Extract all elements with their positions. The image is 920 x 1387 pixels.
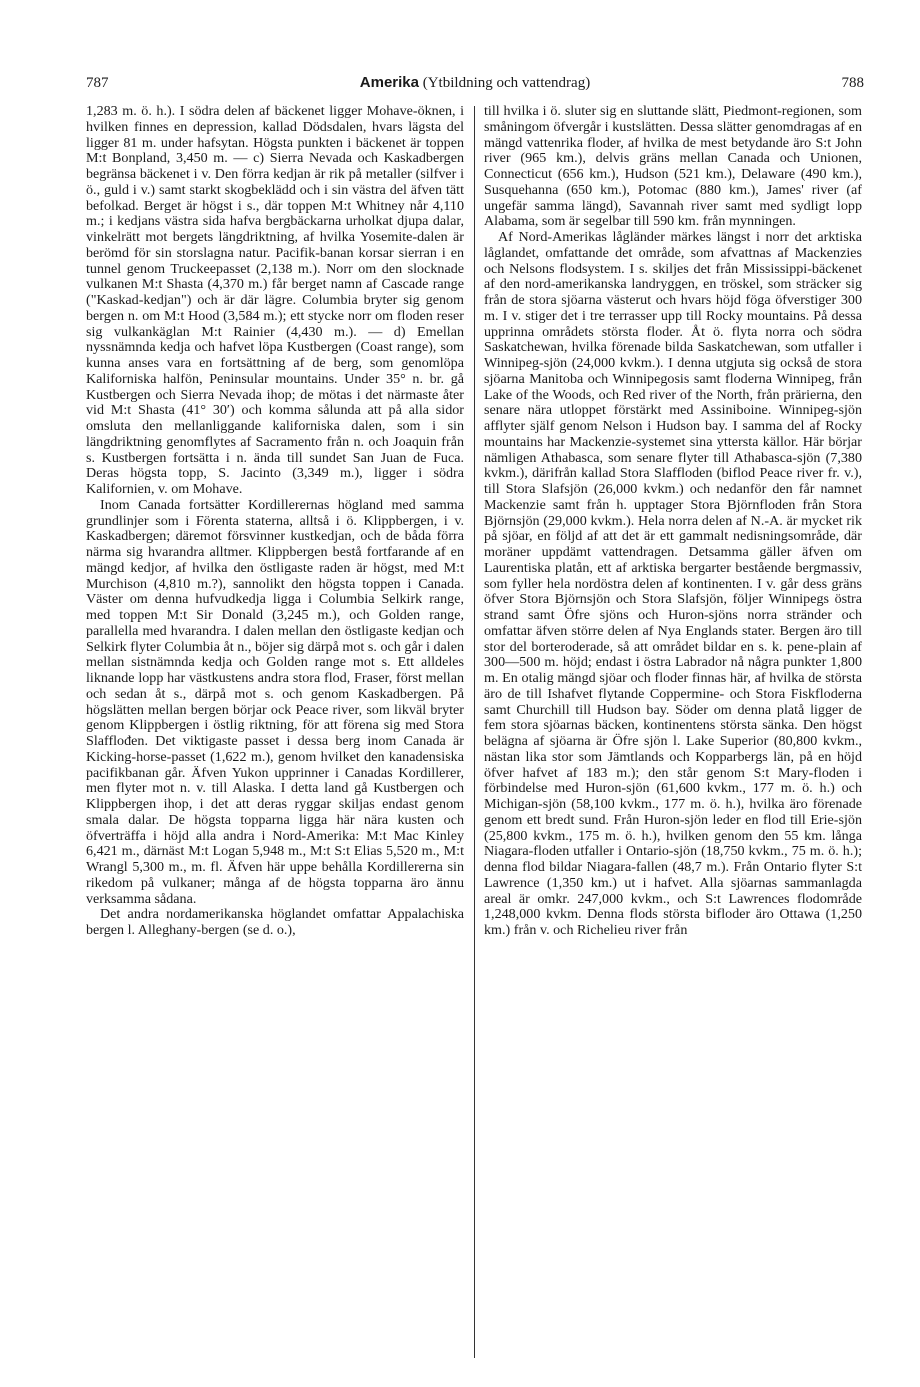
paragraph: Inom Canada fortsätter Kordillerernas högland med samma grundlinjer som i Förenta staterna, alltså i ö. Klippbergen, i v. Kaskadbergen; däremot försvinner kustkedjan, och de båda förra närma sig hvarandra alltmer. Klippbergen bestå fortfarande af en mängd kedjor, af hvilka den östligaste raden är högst, med M:t Murchison (4,810 m.?), sannolikt den högsta toppen i Canada. Väster om denna hufvudkedja ligga i Columbia Selkirk range, med toppen M:t Sir Donald (3,245 m.), och Golden range, parallella med hvarandra. I dalen mellan den östligaste kedjan och Selkirk flyter Columbia åt n., böjer sig därpå mot s. och går i dalen mellan sistnämnda kedja och Golden range mot s. Ett alldeles liknande lopp har västkustens andra stora flod, Fraser, först mellan och sedan åt s., därpå mot s. och genom Kaskadbergen. På högslätten mellan bergen börjar ock Peace river, som likväl bryter genom Klippbergen i östlig riktning, för att förena sig med Stora Slafflođen. Det viktigaste passet i dessa berg inom Canada är Kicking-horse-passet (1,622 m.), genom hvilket den kanadensiska pacifikbanan går. Äfven Yukon upprinner i Canadas Kordillerer, men flyter mot n. v. till Alaska. I detta land gå Kustbergen och Klippbergen ihop, i det att deras ryggar skiljas endast genom smala dalar. De högsta topparna ligga här nära kusten och öfverträffa i höjd alla andra i Nord-Amerika: M:t Mac Kinley 6,421 m., därnäst M:t Logan 5,948 m., M:t S:t Elias 5,520 m., M:t Wrangl 5,300 m., m. fl. Äfven här uppe behålla Kordillererna sin rikedom på vulkaner; många af de högsta topparna äro ännu verksamma sådana. (86, 496, 464, 907)
encyclopedia-page (86, 73, 864, 1363)
column-divider (474, 106, 475, 1358)
running-title (86, 73, 864, 93)
page-header (86, 73, 864, 97)
left-column (86, 104, 464, 939)
right-column (484, 104, 862, 939)
page-number-left: 787 (86, 75, 109, 91)
paragraph: Det andra nordamerikanska höglandet omfattar Appalachiska bergen l. Alleghany-bergen (se d. o.), (86, 906, 464, 938)
paragraph: 1,283 m. ö. h.). I södra delen af bäckenet ligger Mohave-öknen, i hvilken finnes en depression, kallad Dödsdalen, hvars lägsta del ligger 81 m. under hafsytan. Högsta punkten i bäckenet är toppen M:t Bonpland, 3,450 m. — c) Sierra Nevada och Kaskadbergen begränsa bäckenet i v. Den förra kedjan är rik på metaller (silfver i ö., guld i v.) samt starkt skogbeklädd och i sin västra del äfven tätt befolkad. Berget är högst i s., där toppen M:t Whitney når 4,110 m.; i kedjans västra sida hafva bergbäckarna urholkat djupa dalar, vinkelrätt mot bergets längdriktning, af hvilka Yosemite-dalen är berömd för sin storslagna natur. Pacifik-banan korsar sierran i en tunnel genom Truckeepasset (2,138 m.). Norr om den slocknade vulkanen M:t Shasta (4,370 m.) får berget namn af Cascade range ("Kaskad-kedjan") och är där lägre. Columbia bryter sig genom bergen n. om M:t Hood (3,584 m.); ett stycke norr om floden reser sig vulkankäglan M:t Rainier (4,430 m.). — d) Emellan nyssnämnda kedja och hafvet löpa Kustbergen (Coast range), som kunna anses vara en fortsättning af de berg, som genomlöpa Kaliforniska halfön, Peninsular mountains. Under 35° n. br. gå Kustbergen och Sierra Nevada ihop; de mötas i det närmaste åter vid M:t Shasta (41° 30′) och komma sålunda att på alla sidor omsluta den mellanliggande kaliforniska dalen, som i sin längdriktning genomflytes af Sacramento från n. och Joaquin från s. Kustbergen fortsätta i n. ända till sundet San Juan de Fuca. Deras högsta topp, S. Jacinto (3,349 m.), ligger i södra Kalifornien, v. om Mohave. (86, 103, 464, 497)
running-title-keyword: Amerika (359, 74, 419, 91)
paragraph: Af Nord-Amerikas lågländer märkes längst i norr det arktiska låglandet, omfattande det område, som afvattnas af Mackenzies och Nelsons flodsystem. I s. skiljes det från Mississippi-bäckenet af den nord-amerikanska landryggen, en tröskel, som sträcker sig från de stora sjöarna västerut och hvars höjd föga öfverstiger 300 m. I v. stiger det i tre terrasser upp till Rocky mountains. På dessa upprinna områdets största floder. Åt ö. flyta norra och södra Saskatchewan, hvilka förenade bilda Saskatchewan, som utfaller i Winnipeg-sjön (24,000 kvkm.). I denna utgjuta sig också de stora sjöarna Manitoba och Winnipegosis samt floderna Winnipeg, från Lake of the Woods, och Red river of the North, från prärierna, den senare nära utloppet förstärkt med Assiniboine. Winnipeg-sjön afflyter själf genom Nelson i Hudson bay. I samma del af Rocky mountains har Mackenzie-systemet sina yttersta källor. Här börjar nämligen Athabasca, som senare flyter till Athabasca-sjön (7,380 kvkm.), därifrån kallad Stora Slaffloden (biflod Peace river fr. v.), till Stora Slafsjön (26,000 kvkm.) och nedanför den får namnet Mackenzie samt från h. upptager Stora Björnfloden från Stora Björnsjön (29,000 kvkm.). Hela norra delen af N.-A. är mycket rik på sjöar, en följd af att det är ett gammalt nedisningsområde, där moräner uppdämt vattendragen. Detsamma gäller äfven om Laurentiska platån, ett af arktiska bergarter bestående bergmassiv, som fyller hela nordöstra delen af kontinenten. I v. går dess gräns öfver Stora Björnsjön och Stora Slafsjön, följer Winnipegs östra strand samt Öfre sjöns och Huron-sjöns norra stränder och omfattar äfven större delen af Nya Englands stater. Bergen äro till stor del borteroderade, så att området bildar en s. k. pene-plain af 300—500 m. höjd; endast i östra Labrador nå några punkter 1,800 m. En otalig mängd sjöar och floder finnas här, af hvilka de största äro de till Ishafvet flytande Coppermine- och Stora Fiskfloderna samt Churchill till Hudson bay. Söder om denna platå ligger de fem stora sjöarnas bäcken, kontinentens största sänka. Den högst belägna af sjöarna är Öfre sjön l. Lake Superior (80,800 kvkm., nästan lika stor som Jämtlands och Kopparbergs län, på en höjd öfver hafvet af 183 m.); den står genom S:t Mary-floden i förbindelse med Huron-sjön (61,600 kvkm., 177 m. ö. h.) och Michigan-sjön (58,100 kvkm., 177 m. ö. h.), hvilka äro förenade genom ett bredt sund. Från Huron-sjön leder en flod till Erie-sjön (25,800 kvkm., 175 m. ö. h.), hvilken genom den 55 km. långa Niagara-floden utfaller i Ontario-sjön (18,750 kvkm., 75 m. ö. h.); denna flod bildar Niagara-fallen (48,7 m.). Från Ontario flyter S:t Lawrence (1,350 km.) ut i hafvet. Alla sjöarnas sammanlagda areal är omkr. 247,000 kvkm., och S:t Lawrences flodområde 1,248,000 kvkm. Denna flods största bifloder äro Ottawa (1,250 km.) från v. och Richelieu river från (484, 229, 862, 938)
page-number-right: 788 (841, 75, 864, 91)
running-title-subtitle: (Ytbildning och vattendrag) (418, 75, 591, 91)
paragraph: till hvilka i ö. sluter sig en sluttande slätt, Piedmont-regionen, som småningom öfvergår i kustslätten. Dessa slätter genomdragas af en mängd vattenrika floder, af hvilka de mest betydande äro S:t John river (965 km.), delvis gräns mellan Canada och Unionen, Connecticut (656 km.), Hudson (521 km.), Delaware (490 km.), Susquehanna (650 km.), Potomac (880 km.), James' river (af ungefär samma längd), Savannah river samt med sydligt lopp Alabama, som är segelbar till 590 km. från mynningen. (484, 103, 862, 230)
